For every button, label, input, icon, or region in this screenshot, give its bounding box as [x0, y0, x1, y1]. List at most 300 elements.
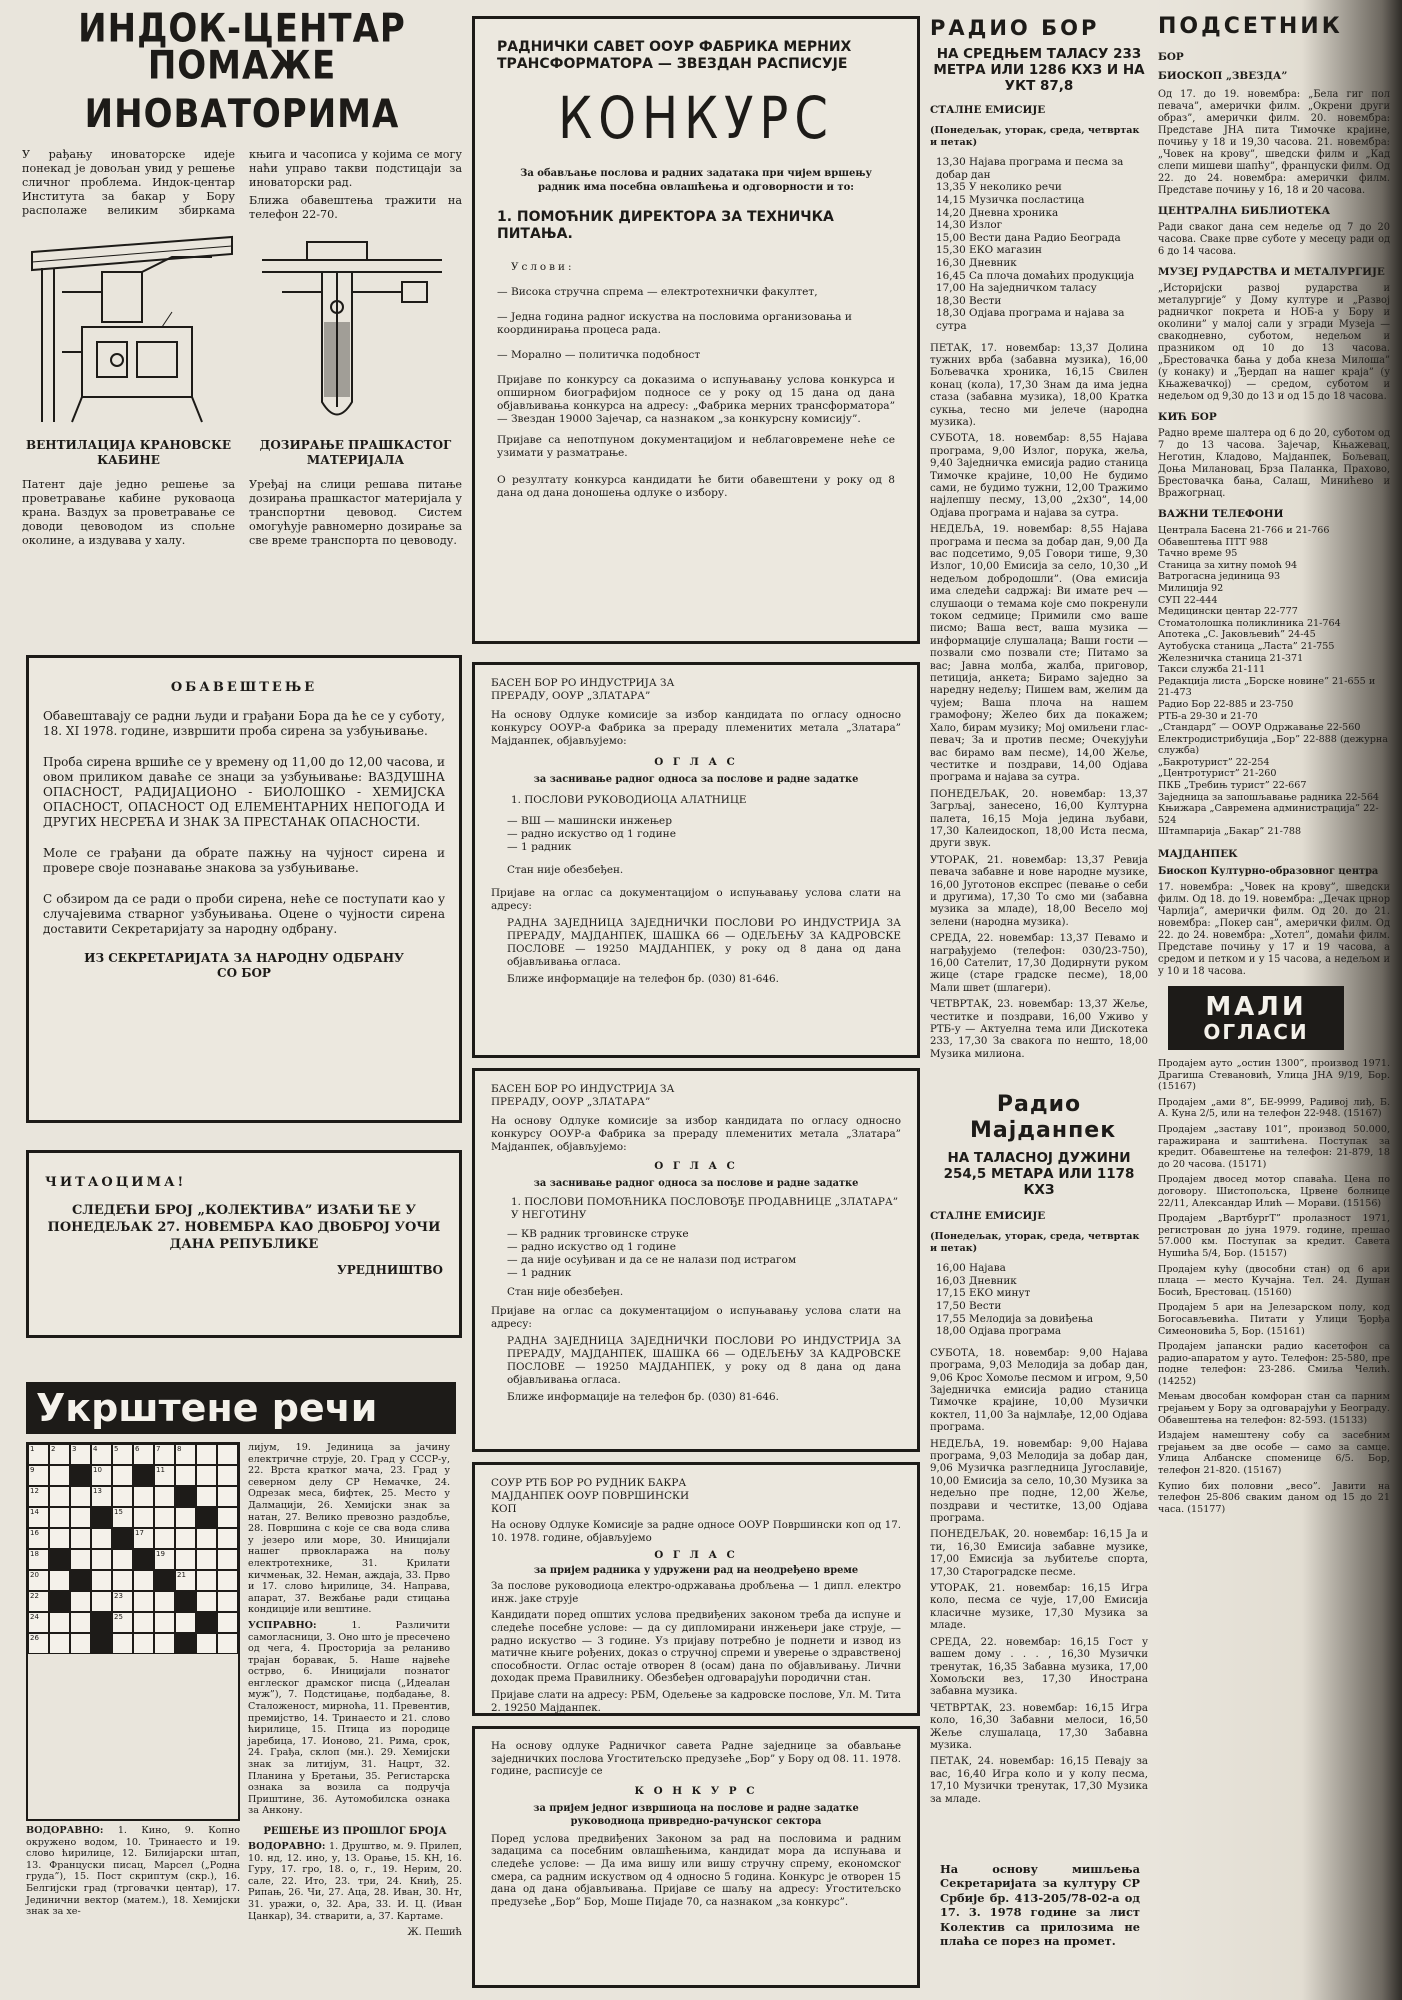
crossword-cell: [217, 1612, 238, 1633]
notice-p1: Обавештавају се радни људи и грађани Бора да ће се у суботу, 18. XI 1978. године, извршити проба сирена за узбуњивање.: [43, 709, 445, 738]
crossword-cell: [133, 1549, 154, 1570]
majdanpek-sunday: НЕДЕЉА, 19. новембар: 9,00 Најава програма, 9,03 Мелодија за добар дан, 9,06 Музичка разгледница Југославије, 10,00 Емисија за село, 10,30 Музика за недељно пре подне, 12,00 Жеље, поздрави и честитке, 13,00 Одјава програма.: [930, 1438, 1148, 1525]
crossword-cell: [91, 1549, 112, 1570]
crossword-cell: [49, 1591, 70, 1612]
crossword-cell-number: 5: [114, 1445, 119, 1453]
ad1-intro: На основу Одлуке комисије за избор кандидата по огласу односно конкурсу ООУР-а Фабрика за прераду племенитих метала „Златара” Мајданпек, објављујемо:: [491, 709, 901, 747]
crossword-author: Ж. Пешић: [407, 1927, 462, 1939]
crossword-cell: [112, 1570, 133, 1591]
small-ad: Издајем намештену собу са засебним грејањем за две особе — само за самце. Улица Албанске споменице 6/5. Бор, телефон 21-820. (15167): [1158, 1430, 1390, 1477]
notice-signature: ИЗ СЕКРЕТАРИЈАТА ЗА НАРОДНУ ОДБРАНУ СО БОР: [84, 951, 404, 980]
ad1-info: Ближе информације на телефон бр. (030) 81-646.: [507, 973, 779, 985]
ad4-subtitle: за пријем једног извршиоца на послове и радне задатке руководиоца привредно-рачунског сектора: [533, 1802, 859, 1827]
crossword-cell: [28, 1507, 49, 1528]
crossword-cell: [154, 1612, 175, 1633]
crossword-cell: [133, 1465, 154, 1486]
cinema-heading: БИОСКОП „ЗВЕЗДА”: [1158, 70, 1288, 82]
schedule-item: 13,35 У неколико речи: [936, 181, 1062, 194]
down-label: ВОДОРАВНО:: [248, 1841, 326, 1852]
ad-zlatara-shop: [472, 1068, 920, 1452]
ad4-title: К О Н К У Р С: [634, 1784, 758, 1797]
crossword-cell: [217, 1465, 238, 1486]
crossword-cell-number: 13: [93, 1487, 102, 1495]
ad2-address: РАДНА ЗАЈЕДНИЦА ЗАЈЕДНИЧКИ ПОСЛОВИ РО ИНДУСТРИЈА ЗА ПРЕРАДУ, МАЈДАНПЕК, ШАШКА 66 — ОДЕЉЕЊУ ЗА КАДРОВСКЕ ПОСЛОВЕ — 19250 МАЈДАНПЕК, у року од 8 дана од дана објављивања огласа.: [507, 1335, 901, 1386]
ad1-conditions: [491, 815, 901, 854]
ad1-address: РАДНА ЗАЈЕДНИЦА ЗАЈЕДНИЧКИ ПОСЛОВИ РО ИНДУСТРИЈА ЗА ПРЕРАДУ, МАЈДАНПЕК, ШАШКА 66 — ОДЕЉЕЊУ ЗА КАДРОВСКЕ ПОСЛОВЕ — 19250 МАЈДАНПЕК, у року од 8 дана од дана објављивања огласа.: [507, 917, 901, 968]
crossword-cell-number: 17: [135, 1529, 144, 1537]
solution-across-text: 1. Кино, 9. Копно окружено водом, 10. Тринаесто и 19. слово ћирилице, 12. Билијарски штап, 13. Француски писац, Марсел („Родна груда”), 15. Пост скриптум (скр.), 16. Белгијски град (трговачки центар), 17. Јединични вектор (матем.), 18. Хемијски знак за хе-: [26, 1825, 240, 1918]
down-clues-text: 1. Различити самогласници, 3. Оно што је пресечено од чега, 4. Просторија за реланиво трајан боравак, 5. Наше највеће острво, 6. Иницијали познатог енглеског драмског писца („Идеалан муж”), 7. Подстицање, подбадање, 8. Сталоженост, мирноћа, 11. Превентив, премијство, 14. Тринаесто и 21. слово ћирилице, 15. Птица из породице јаребица, 17. Ионово, 21. Рима, срок, 24. Грађа, склоп (мн.). 29. Хемијски знак за литијум, 31. Нацрт, 32. Планина у Бретањи, 35. Регистарска ознака за возила са подручја Приштине, 36. Аутомобилска ознака за Анкону.: [248, 1619, 450, 1817]
ad1-apply: Пријаве на оглас са документацијом о испуњавању услова слати на адресу:: [491, 887, 901, 912]
phone-entry: Станица за хитну помоћ 94: [1158, 559, 1298, 571]
radio-majdanpek-freq: НА ТАЛАСНОЈ ДУЖИНИ 254,5 МЕТАРА ИЛИ 1178 КХЗ: [943, 1150, 1135, 1198]
small-ads-list: [1158, 1058, 1390, 1515]
library-heading: ЦЕНТРАЛНА БИБЛИОТЕКА: [1158, 205, 1331, 217]
comp1-condition: — Висока стручна спрема — електротехнички факултет,: [497, 286, 818, 298]
crossword-cell: [28, 1591, 49, 1612]
comp1-conditions: [497, 286, 895, 362]
crossword-cell: [70, 1528, 91, 1549]
patent-illustrations: [22, 232, 462, 432]
ad2-condition: — КВ радник трговинске струке: [507, 1228, 689, 1240]
crossword-cell-number: 1: [30, 1445, 35, 1453]
solution-heading: РЕШЕЊЕ ИЗ ПРОШЛОГ БРОЈА: [263, 1826, 447, 1837]
reminder-title: ПОДСЕТНИК: [1158, 14, 1343, 39]
ad1-condition: — ВШ — машински инжењер: [507, 815, 672, 827]
down-heading: УСПРАВНО:: [248, 1619, 317, 1631]
phones-heading: ВАЖНИ ТЕЛЕФОНИ: [1158, 508, 1284, 520]
museum-text: „Историјски развој рударства и металургије” у Дому културе и „Развој радничког покрета и НОБ-а у Бору и околини” у малој сали у згради Музеја — свакодневно, суботом, недељом и празником од 10 до 13 часова. „Брестовачка бања у доба кнеза Милоша” (у конаку) и „Ђердап на нашег краја” (у Књажевачкој) — средом, суботом и недељом од 9,30 до 13 и од 15 до 18 часова.: [1158, 283, 1390, 402]
ad3-title: О Г Л А С: [654, 1549, 738, 1562]
crossword-cell: [133, 1612, 154, 1633]
crossword-cell: [154, 1549, 175, 1570]
majdanpek-saturday: СУБОТА, 18. новембар: 9,00 Најава програма, 9,03 Мелодија за добар дан, 9,06 Крос Хомоље песмом и игром, 9,50 Заједничка емисија радио станица Тимочке крајине, 10,00 Музички коктел, 11,00 За најмлађе, 12,00 Одјава програма.: [930, 1347, 1148, 1434]
crossword-cell: [28, 1549, 49, 1570]
crossword-cell: [91, 1507, 112, 1528]
radio-bor-saturday: СУБОТА, 18. новембар: 8,55 Најава програма, 9,00 Излог, порука, жеља, 9,40 Заједничка емисија радио станица Тимочке крајине, 10,00 Не будимо сами, не будимо тужни, 12,00 Тражимо најлепшу песму, 13,00 „2х30”, 14,00 Одјава програма и најава за сутра.: [930, 433, 1148, 519]
comp1-position: 1. ПОМОЋНИК ДИРЕКТОРА ЗА ТЕХНИЧКА ПИТАЊА.: [497, 209, 834, 242]
crossword-cell-number: 21: [177, 1571, 186, 1579]
ad3-header: СОУР РТБ БОР РО РУДНИК БАКРА МАЈДАНПЕК ООУР ПОВРШИНСКИ КОП: [491, 1477, 690, 1515]
ad3-intro: На основу Одлуке Комисије за радне односе ООУР Површински коп од 17. 10. 1978. године, објављујемо: [491, 1520, 901, 1544]
caption-right: ДОЗИРАЊЕ ПРАШКАСТОГ МАТЕРИЈАЛА: [259, 438, 452, 467]
schedule-item: 18,00 Одјава програма: [936, 1325, 1062, 1338]
phone-entry: Централа Басена 21-766 и 21-766: [1158, 525, 1330, 536]
crossword-grid: [26, 1442, 240, 1821]
crossword-cell: [91, 1591, 112, 1612]
radio-majdanpek-days: (Понедељак, уторак, среда, четвртак и петак): [930, 1231, 1140, 1254]
crossword-cell: [70, 1444, 91, 1465]
small-ad: Мењам двособан комфоран стан са парним грејањем у Бору за одговарајући у Београду. Обавештења на телефон: 82-593. (15133): [1158, 1391, 1390, 1426]
ad4-intro: На основу одлуке Радничког савета Радне заједнице за обављање заједничких послова Угоститељско предузеће „Бор” у Бору од 08. 11. 1978. године, расписује се: [491, 1741, 901, 1778]
crossword-cell: [175, 1444, 196, 1465]
powder-dosing-drawing: [252, 232, 452, 432]
crossword-cell: [28, 1612, 49, 1633]
majdanpek-cinema-heading: Биоскоп Културно-образовног центра: [1158, 866, 1379, 878]
comp1-condition: — Морално — политичка подобност: [497, 349, 701, 361]
tax-note: На основу мишљења Секретаријата за културу СР Србије бр. 413-205/78-02-а од 17. 3. 1978 године за лист Колектив са прилозима не плаћа се порез на промет.: [940, 1862, 1140, 1949]
crossword-cell-number: 3: [72, 1445, 77, 1453]
crossword-cell: [154, 1444, 175, 1465]
crossword-cell: [91, 1486, 112, 1507]
crossword-cell: [133, 1507, 154, 1528]
ad2-position: 1. ПОСЛОВИ ПОМОЋНИКА ПОСЛОВОЂЕ ПРОДАВНИЦЕ „ЗЛАТАРА” У НЕГОТИНУ: [511, 1196, 899, 1221]
crossword-cell-number: 8: [177, 1445, 182, 1453]
readers-text: СЛЕДЕЋИ БРОЈ „КОЛЕКТИВА” ИЗАЋИ ЋЕ У ПОНЕДЕЉАК 27. НОВЕМБРА КАО ДВОБРОЈ УОЧИ ДАНА РЕПУБЛИКЕ: [47, 1203, 441, 1252]
majdanpek-monday: ПОНЕДЕЉАК, 20. новембар: 16,15 Ја и ти, 16,30 Емисија забавне музике, 17,00 Емисија за љубитеље спорта, 17,30 Старогрaдске песме.: [930, 1529, 1148, 1578]
crossword-cell: [175, 1486, 196, 1507]
crossword-cell: [133, 1570, 154, 1591]
phone-entry: Аутобуска станица „Ласта” 21-755: [1158, 640, 1335, 652]
crossword-cell: [217, 1591, 238, 1612]
crossword-cell: [133, 1633, 154, 1654]
crossword-cell-number: 24: [30, 1613, 39, 1621]
innovators-article: [22, 5, 462, 552]
schedule-item: 17,50 Вести: [936, 1299, 1002, 1312]
crossword-cell: [196, 1633, 217, 1654]
ad4-body: Поред услова предвиђених Законом за рад на пословима и радним задацима са посебним овлашћењима, кандидат мора да испуњава и следеће услове: — Да има вишу или вишу стручну спрему, економског смера, са радним искуством од 4 односно 5 година. Конкурс је отворен 15 дана од дана објављивања. Пријаве се шаљу на адресу: Угоститељско предузеће „Бор” Бор, Моше Пијаде 70, са назнаком „за конкурс”.: [491, 1833, 901, 1908]
across-label: ВОДОРАВНО:: [26, 1825, 104, 1836]
crossword-cell: [217, 1528, 238, 1549]
crossword-cell: [175, 1633, 196, 1654]
small-ads-title: [1168, 986, 1344, 1050]
phones-list: [1158, 525, 1390, 838]
crossword-cell: [175, 1612, 196, 1633]
crossword-cell: [175, 1465, 196, 1486]
comp1-result: О резултату конкурса кандидати ће бити обавештени у року од 8 дана од дана доношења одлуке о избору.: [497, 474, 895, 499]
ad1-title: О Г Л А С: [654, 756, 738, 768]
crossword-cell-number: 9: [30, 1466, 35, 1474]
reminder-column: [1152, 0, 1402, 2000]
schedule-item: 15,30 ЕКО магазин: [936, 244, 1042, 257]
crossword-cell-number: 22: [30, 1592, 39, 1600]
small-ads-title-line-1: МАЛИ: [1205, 992, 1307, 1023]
ad2-intro: На основу Одлуке комисије за избор кандидата по огласу односно конкурсу ООУР-а Фабрика за прераду племенитих метала „Златара” Мајданпек, објављујемо:: [491, 1115, 901, 1153]
phone-entry: Такси служба 21-111: [1158, 664, 1266, 676]
ad2-header: БАСЕН БОР РО ИНДУСТРИЈА ЗА ПРЕРАДУ, ООУР „ЗЛАТАРА”: [491, 1083, 675, 1108]
crossword-cell: [154, 1465, 175, 1486]
crossword-cell: [196, 1507, 217, 1528]
crossword-cell: [154, 1507, 175, 1528]
crossword-cell: [196, 1591, 217, 1612]
ad1-condition: — радно искуство од 1 године: [507, 828, 676, 840]
comp1-issuer: РАДНИЧКИ САВЕТ ООУР ФАБРИКА МЕРНИХ ТРАНСФОРМАТОРА — ЗВЕЗДАН РАСПИСУЈЕ: [497, 39, 852, 72]
innovators-headline: [22, 5, 462, 138]
schedule-item: 17,15 ЕКО минут: [936, 1287, 1031, 1300]
ad1-housing: Стан није обезбеђен.: [507, 864, 624, 876]
radio-bor-sunday: НЕДЕЉА, 19. новембар: 8,55 Најава програма и песма за добар дан, 9,00 Да вас подсетимо, 9,05 Говори тише, 9,30 Излог, 10,00 Емисија за село, 10,30 „И недељом добродошли”. (Ова емисија има следећи садржај: Ви имате реч — слушаоци о темама које смо покренули током седмице; Примили смо ваше писмо; Ваша вест, ваша музика — информације слушалаца; Ваши гости — позвали смо позвали сте; Питамо за вас; Јавна молба, жалба, приговор, петиција, анкета; Бирамо заједно за наредну недељу; Пишем вам, желим да чујем; Ваша плоча на нашем грамофону; Желео бих да покажем; Хало, бирам музику; Мој омиљени глас-певач; За и против песме; Очекујући вас бирамо вам песме), 14,00 Жеље, честитке и поздрави, 14,00 Одјава програма и најава за сутра.: [930, 524, 1148, 784]
headline-line-2: ПОМАЖЕ ИНОВАТОРИМА: [84, 42, 400, 138]
schedule-item: 13,30 Најава програма и песма за добар дан: [936, 156, 1124, 181]
crossword-cell: [112, 1633, 133, 1654]
crossword-cell-number: 25: [114, 1613, 123, 1621]
readers-signature: УРЕДНИШТВО: [337, 1263, 443, 1277]
crossword-cell: [217, 1486, 238, 1507]
crossword-cell: [112, 1486, 133, 1507]
small-ad: Продајем „ВартбургТ” пролазност 1971, регистрован до јуна 1979. године, прешао 57.000 км. Поступак за кредит. Савета Нушића 5/4, Бор. (15157): [1158, 1213, 1390, 1259]
middle-column: [470, 0, 922, 2000]
crossword-cell: [133, 1591, 154, 1612]
radio-bor-title: РАДИО БОР: [930, 16, 1100, 40]
radio-majdanpek-title: Радио Мајданпек: [970, 1092, 1117, 1143]
notice-title: ОБАВЕШТЕЊЕ: [170, 680, 318, 695]
phone-entry: „Бакротурист” 22-254: [1158, 756, 1270, 768]
schedule-item: 16,00 Најава: [936, 1262, 1006, 1275]
crossword-cell: [112, 1507, 133, 1528]
radio-bor-schedule: [930, 156, 1148, 332]
crossword-cell: [217, 1570, 238, 1591]
crossword-cell: [28, 1465, 49, 1486]
crossword-cell-number: 15: [114, 1508, 123, 1516]
crossword-cell: [217, 1507, 238, 1528]
ad2-condition: — радно искуство од 1 године: [507, 1241, 676, 1253]
ad2-title: О Г Л А С: [654, 1160, 738, 1172]
schedule-item: 16,30 Дневник: [936, 256, 1017, 269]
phone-entry: РТБ-а 29-30 и 21-70: [1158, 710, 1258, 722]
crossword-title: Укрштене речи: [26, 1382, 456, 1434]
schedule-item: 18,30 Одјава програма и најава за сутра: [936, 307, 1125, 332]
phone-entry: Апотека „С. Јаковљевић” 24-45: [1158, 629, 1316, 641]
text-right: Уређај на слици решава питање дозирања прашкастог материјала у транспортни цевовод. Систем омогућује равномерно дозирање за све време транспорта по цевоводу.: [249, 478, 462, 547]
schedule-item: 18,30 Вести: [936, 294, 1002, 307]
small-ad: Продајем „ами 8”, БЕ-9999, Радивој лиђ, Б. А. Куна 2/5, или на телефон 22-948. (15167): [1158, 1096, 1390, 1120]
crossword-cell: [49, 1570, 70, 1591]
crossword-cell: [28, 1444, 49, 1465]
majdanpek-wednesday: СРЕДА, 22. новембар: 16,15 Гост у вашем дому . . . , 16,30 Музички тренутак, 16,35 Забавна музика, 17,00 Хомољски вез, 17,30 Инострана забавна музика.: [930, 1636, 1148, 1698]
readers-notice: [26, 1150, 462, 1338]
phone-entry: Ватрогасна јединица 93: [1158, 571, 1281, 583]
crossword-clues-down: [248, 1620, 450, 1817]
ad2-conditions: [491, 1228, 901, 1280]
notice-p3: Моле се грађани да обрате пажњу на чујност сирена и провере своје познавање знакова за узбуњивање.: [43, 846, 445, 875]
crossword-cell: [175, 1528, 196, 1549]
crossword-cell: [154, 1591, 175, 1612]
comp1-title: КОНКУРС: [558, 85, 834, 153]
crossword-cell: [112, 1465, 133, 1486]
post-text: Радно време шалтера од 6 до 20, суботом од 7 до 13 часова. Зајечар, Књажевац, Неготин, Кладово, Мајданпек, Бољевац, Доња Милановац, Брза Паланка, Прахово, Брестовачка бања, Салаш, Минићево и Вражогрнац.: [1158, 428, 1390, 499]
schedule-item: 14,15 Музичка посластица: [936, 193, 1085, 206]
crossword-cell: [196, 1528, 217, 1549]
phone-entry: Стоматолошка поликлиника 21-764: [1158, 617, 1341, 629]
ad-copper-mine: [472, 1462, 920, 1716]
ad3-body: Кандидати поред општих услова предвиђених законом треба да испуне и следеће посебне услове: — да су дипломирани инжењери јаке струје, — радно искуство — 3 године. Уз пријаву потребно је поднети и извод из матичне књиге рођених, доказ о стручној спреми и уверење о здравственој способности. Оглас остаје отворен 8 (осам) дана по објављивању. Лични доходак према Правилнику. Обезбеђен одговарајући породични стан.: [491, 1610, 901, 1685]
crossword-cell: [133, 1444, 154, 1465]
crossword-cell: [28, 1570, 49, 1591]
ad3-address: Пријаве слати на адресу: РБМ, Одељење за кадровске послове, Ул. М. Тита 2. 19250 Мајданпек.: [491, 1689, 901, 1714]
schedule-item: 15,00 Вести дана Радио Београда: [936, 231, 1121, 244]
crossword-cell: [154, 1633, 175, 1654]
small-ad: Продајем „заставу 101”, производ 50.000, гаражирана и заштићена. Поступак за кредит. Обавештење на телефон: 21-879, 18 до 20 часова. (15171): [1158, 1124, 1390, 1170]
crossword-cell: [28, 1633, 49, 1654]
crossword-cell-number: 6: [135, 1445, 140, 1453]
phone-entry: Штампарија „Бакар” 21-788: [1158, 826, 1302, 838]
radio-column: [930, 0, 1148, 2000]
caption-left: ВЕНТИЛАЦИЈА КРАНОВСКЕ КАБИНЕ: [25, 438, 232, 467]
crossword-cell: [91, 1528, 112, 1549]
crossword-cell: [175, 1570, 196, 1591]
crossword-cell-number: 23: [114, 1592, 123, 1600]
crossword-cell-number: 26: [30, 1634, 39, 1642]
small-ad: Продајем јапански радио касетофон са радио-апаратом у ауто. Телефон: 25-580, пре подне телефон: 23-286. Смиља Челић. (14252): [1158, 1341, 1390, 1387]
radio-bor-friday: ПЕТАК, 17. новембар: 13,37 Долина тужних врба (забавна музика), 16,00 Бољевачка хроника, 16,15 Свилен конац (кола), 17,30 Знам да има једна стаза (забавна музика), 18,00 Кратка сукња, тесно ми јелече (народна музика).: [930, 342, 1148, 428]
crossword-cell: [112, 1612, 133, 1633]
radio-majdanpek-fixed-heading: СТАЛНЕ ЕМИСИЈЕ: [930, 1210, 1046, 1222]
crossword-clues-right: лијум, 19. Јединица за јачину електричне струје, 20. Град у СССР-у, 22. Врста кратког мача, 23. Град у северном делу СР Немачке, 24. Одрезак меса, бифтек, 25. Место у Далмацији, 26. Хемијски знак за натан, 27. Велико превозно раздобље, 28. Површина с које се сва вода слива у језеро или море, 30. Иницијали нашег првоклаража на пољу електротехнике, 31. Крилати кичмењак, 32. Неман, аждаја, 33. Прво и 17. слово ћирилице, 34. Направа, апарат, 37. Вежбање ради стицања кондиције или вештине.: [248, 1442, 450, 1616]
phone-entry: Тачно време 95: [1158, 548, 1238, 560]
ad1-condition: — 1 радник: [507, 841, 572, 853]
crossword-cell: [196, 1486, 217, 1507]
cinema-text: Од 17. до 19. новембра: „Бела гиг пол певача”, амерички филм. „Окрени други образ”, амерички филм. 20. новембра: Представе ЈНА пита Тимочке крајине, почињу у 18 и 19,30 часова. 21. новембра: „Човек на крову”, шведски филм и „Кад слепи мишеви шапћу”, француски филм. Од 22. до 24. новембра: амерички филм. Представе почињу у 16, 18 и 20 часова.: [1158, 89, 1390, 196]
small-ad: Купио бих половни „весо”. Јавити на телефон 25-806 сваким даном од 15 до 21 часа. (15177): [1158, 1480, 1390, 1515]
left-column: [22, 0, 462, 2000]
crossword-cell: [196, 1612, 217, 1633]
small-ad: Продајем 5 ари на Јелезарском полу, код Богосављевића. Питати у Улици Ђорђа Симеоновића 5, Бор. (15161): [1158, 1302, 1390, 1337]
phone-entry: Редакција листа „Борске новине” 21-655 и 21-473: [1158, 675, 1376, 699]
notice-p2: Проба сирена вршиће се у времену од 11,00 до 12,00 часова, и овом приликом даваће се знаци за узбуњивање: ВАЗДУШНА ОПАСНОСТ, РАДИЈАЦИОНО - БИОЛОШКО - ХЕМИЈСКА ОПАСНОСТ, ОПАСНОСТ ОД ЕЛЕМЕНТАРНИХ НЕПОГОДА И ДРУГИХ НЕСРЕЋА И ЗНАК ЗА ПРЕСТАНАК ОПАСНОСТИ.: [43, 755, 445, 829]
phone-entry: „Центротурист” 21-260: [1158, 768, 1277, 780]
crossword-cell-number: 18: [30, 1550, 39, 1558]
ad2-apply: Пријаве на оглас са документацијом о испуњавању услова слати на адресу:: [491, 1305, 901, 1330]
siren-notice: [26, 655, 462, 1123]
comp1-conditions-label: Услови:: [511, 261, 575, 273]
ad2-info: Ближе информације на телефон бр. (030) 81-646.: [507, 1391, 779, 1403]
crossword-cell: [175, 1507, 196, 1528]
crossword-cell: [196, 1570, 217, 1591]
crossword-cell: [28, 1528, 49, 1549]
radio-bor-freq: НА СРЕДЊЕМ ТАЛАСУ 233 МЕТРА ИЛИ 1286 КХЗ И НА УКТ 87,8: [933, 46, 1145, 94]
majdanpek-tuesday: УТОРАК, 21. новембар: 16,15 Игра коло, песма се чује, 17,00 Емисија класичне музике, 17,30 Музика за младе.: [930, 1583, 1148, 1632]
radio-bor-section: [930, 16, 1148, 1065]
phone-entry: Заједница за запошљавање радника 22-564: [1158, 791, 1380, 803]
phone-entry: „Стандард” — ООУР Одржавање 22-560: [1158, 722, 1361, 734]
crossword-cell: [49, 1633, 70, 1654]
comp1-apply: Пријаве по конкурсу са доказима о испуњавању услова конкурса и опширном биографијом подносе се у року од 15 дана од дана објављивања конкурса на адресу: „Фабрика мерних трансформатора” — Звездан 19000 Зајечар, са назнаком „за конкурсну комисију”.: [497, 374, 895, 425]
phone-entry: Радио Бор 22-885 и 23-750: [1158, 698, 1294, 710]
phone-entry: ПКБ „Требињ турист” 22-667: [1158, 780, 1307, 792]
schedule-item: 17,00 На заједничком таласу: [936, 282, 1097, 295]
crossword-cell-number: 12: [30, 1487, 39, 1495]
phone-entry: Железничка станица 21-371: [1158, 652, 1304, 664]
crossword-cell: [91, 1444, 112, 1465]
crossword-cell: [112, 1591, 133, 1612]
notice-p4: С обзиром да се ради о проби сирена, неће се поступати као у случајевима стварног узбуњивања. Оцене о чујности сирена доставити Секретаријату за народну одбрану.: [43, 892, 445, 936]
majdanpek-thursday: ЧЕТВРТАК, 23. новембар: 16,15 Игра коло, 16,30 Забавни мелоси, 16,50 Жеље слушалаца, 17,30 Забавна музика.: [930, 1702, 1148, 1751]
small-ad: Продајем двосед мотор спаваћа. Цена по договору. Шистопољска, Црвене болнице 22/11, Александар Илић — Морави. (15156): [1158, 1174, 1390, 1209]
ad1-header: БАСЕН БОР РО ИНДУСТРИЈА ЗА ПРЕРАДУ, ООУР „ЗЛАТАРА”: [491, 677, 675, 702]
radio-majdanpek-section: [930, 1092, 1148, 1810]
small-ad: Продајем кућу (двособни стан) од 6 ари плаца — место Кучајна. Тел. 24. Душан Босић, Брестовац. (15160): [1158, 1263, 1390, 1298]
competition-transformers: [472, 16, 920, 644]
crossword-cell: [154, 1486, 175, 1507]
ad1-position: 1. ПОСЛОВИ РУКОВОДИОЦА АЛАТНИЦЕ: [511, 794, 747, 806]
crossword-cell-number: 14: [30, 1508, 39, 1516]
crossword-cell: [196, 1444, 217, 1465]
crossword-cell: [70, 1591, 91, 1612]
crossword-cell: [70, 1549, 91, 1570]
crossword-cell-number: 10: [93, 1466, 102, 1474]
innovators-intro: У рађању иноваторске идеје понекад је довољан увид у решење сличног проблема. Индок-центар Института за бакар у Бору располаже великим збиркама књига и часописа у којима се могу наћи управо такви подстицаји за иноваторски рад.: [22, 148, 462, 217]
crossword-cell: [49, 1528, 70, 1549]
crossword-cell: [154, 1528, 175, 1549]
crossword-cell: [217, 1549, 238, 1570]
majdanpek-cinema-text: 17. новембра: „Човек на крову”, шведски филм. Од 18. до 19. новембра: „Дечак црнор Чарлија”, амерички филм. Од 20. до 21. новембра: „Покер сан”, амерички филм. Од 22. до 24. новембра: „Хотел”, домаћи филм. Представе почињу у 17 и 19 часова, а средом и петком и у 15 часова, а недељом и у 10 и 18 часова.: [1158, 882, 1390, 978]
phone-entry: СУП 22-444: [1158, 594, 1218, 606]
crossword-cell: [133, 1486, 154, 1507]
solution-across: [26, 1825, 240, 1935]
ad-zlatara-tools: [472, 662, 920, 1058]
post-heading: КИЋ БОР: [1158, 411, 1217, 423]
ad2-condition: — да није осуђиван и да се не налази под истрагом: [507, 1254, 797, 1266]
ad3-subtitle: за пријем радника у удружени рад на неодређено време: [533, 1565, 859, 1577]
ad2-housing: Стан није обезбеђен.: [507, 1286, 624, 1298]
crossword-cell: [196, 1465, 217, 1486]
crossword-cell: [91, 1633, 112, 1654]
crossword-cell: [91, 1465, 112, 1486]
solution-down: [248, 1841, 462, 1922]
ad2-subtitle: за заснивање радног односа за послове и радне задатке: [533, 1178, 859, 1189]
crossword-cell: [217, 1444, 238, 1465]
crossword-cell: [70, 1507, 91, 1528]
solution-down-text: 1. Друштво, м. 9. Прилеп, 10. нд, 12. ино, у, 13. Орање, 15. КН, 16. Гуру, 17. гро, 18. о, г., 19. Нерим, 20. сале, 22. Ито, 23. три, 24. Книђ, 25. Рипањ, 26. Чи, 27. Аца, 28. Иван, 30. Нт, 31. уражи, о, 32. Ара, 33. И. Ц. (Иван Цанкар), 34. стварити, а, 37. Картаме.: [248, 1841, 462, 1922]
crossword-cell: [49, 1465, 70, 1486]
crossword-cell: [91, 1612, 112, 1633]
crossword-cell: [112, 1444, 133, 1465]
crossword-cell: [70, 1633, 91, 1654]
radio-bor-tuesday: УТОРАК, 21. новембар: 13,37 Ревија певача забавне и нове народне музике, 16,00 Југотонов експрес (певање о себи и другима), 17,30 То смо ми (забавна музика за младе), 18,00 Весело мој зелени (народна музика).: [930, 854, 1148, 928]
crossword-cell: [133, 1528, 154, 1549]
crossword-cell: [49, 1549, 70, 1570]
crane-cabin-drawing: [22, 232, 242, 432]
crossword-section: [26, 1382, 462, 1939]
radio-majdanpek-schedule: [930, 1262, 1148, 1338]
phone-entry: Књижара „Савремена администрација” 22-524: [1158, 803, 1379, 826]
ad-hospitality: [472, 1726, 920, 1988]
crossword-cell: [28, 1486, 49, 1507]
library-text: Ради сваког дана сем недеље од 7 до 20 часова. Сваке прве суботе у месецу ради од 6 до 14 часова.: [1158, 222, 1390, 257]
headline-line-1: ИНДОК-ЦЕНТАР: [78, 5, 406, 52]
comp1-note: Пријаве са непотпуном документацијом и неблаговремене неће се узимати у разматрање.: [497, 434, 895, 459]
ad3-position: За послове руководиоца електро-одржавања дробљења — 1 дипл. електро инж. јаке струје: [491, 1581, 901, 1605]
crossword-cell: [49, 1444, 70, 1465]
phone-entry: Милиција 92: [1158, 582, 1224, 594]
majdanpek-friday: ПЕТАК, 24. новембар: 16,15 Певају за вас, 16,40 Игра коло и у колу песма, 17,10 Музички тренутак, 17,30 Музика за младе.: [930, 1756, 1148, 1805]
readers-title: ЧИТАОЦИМА!: [45, 1175, 187, 1190]
ad2-condition: — 1 радник: [507, 1267, 572, 1279]
schedule-item: 14,30 Излог: [936, 219, 1003, 232]
schedule-item: 16,03 Дневник: [936, 1274, 1017, 1287]
crossword-cell: [217, 1633, 238, 1654]
crossword-cell-number: 20: [30, 1571, 39, 1579]
crossword-cell-number: 16: [30, 1529, 39, 1537]
crossword-cell: [175, 1591, 196, 1612]
crossword-cell: [70, 1570, 91, 1591]
crossword-cell: [112, 1549, 133, 1570]
crossword-cell: [175, 1549, 196, 1570]
crossword-cell-number: 7: [156, 1445, 161, 1453]
schedule-item: 17,55 Мелодија за довиђења: [936, 1312, 1094, 1325]
ad1-subtitle: за заснивање радног односа за послове и радне задатке: [533, 774, 859, 785]
crossword-cell: [49, 1507, 70, 1528]
museum-heading: МУЗЕЈ РУДАРСТВА И МЕТАЛУРГИЈЕ: [1158, 266, 1385, 278]
crossword-cell: [49, 1486, 70, 1507]
crossword-cell-number: 4: [93, 1445, 98, 1453]
crossword-cell: [154, 1570, 175, 1591]
schedule-item: 16,45 Са плоча домаћих продукција: [936, 269, 1135, 282]
crossword-cell: [112, 1528, 133, 1549]
schedule-item: 14,20 Дневна хроника: [936, 206, 1059, 219]
radio-bor-wednesday: СРЕДА, 22. новембар: 13,37 Певамо и награђујемо (телефон: 030/23-750), 16,00 Сателит, 17,30 Додирнути руком жице (старе градске песме), 18,00 Мали швет (шлагери).: [930, 933, 1148, 994]
crossword-cell: [49, 1612, 70, 1633]
